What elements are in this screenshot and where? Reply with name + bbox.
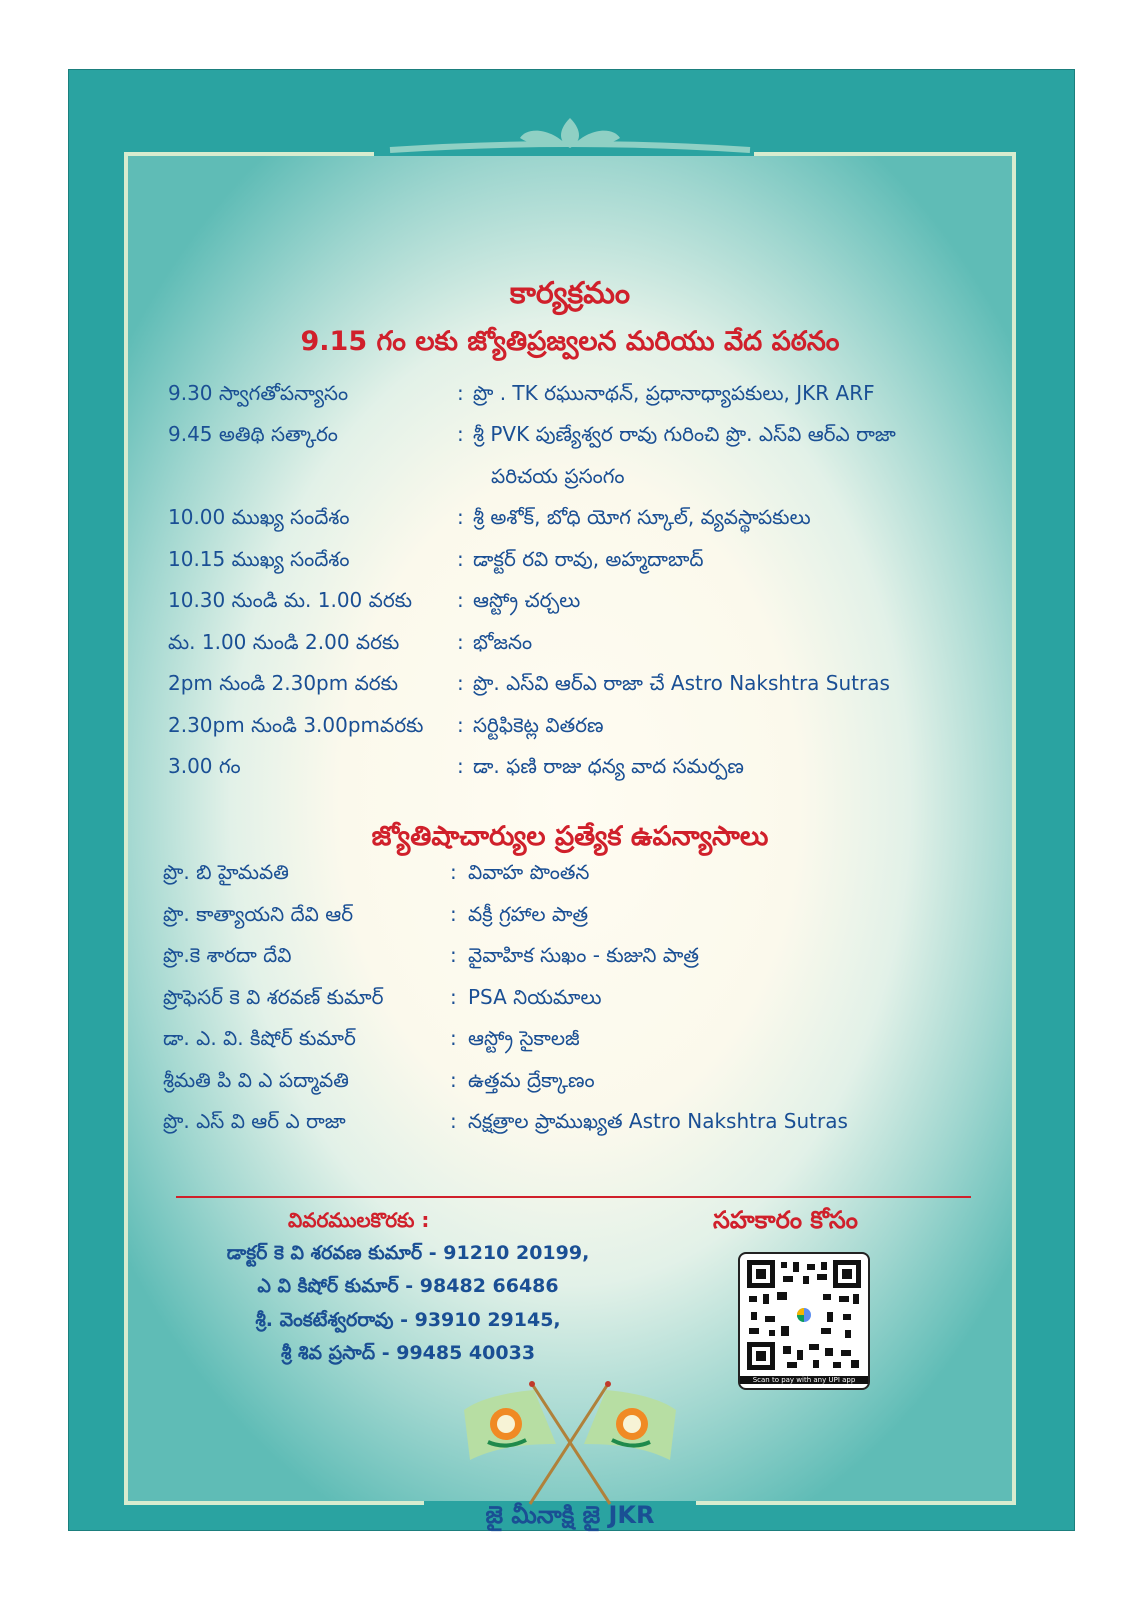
colon-separator: : xyxy=(450,985,457,1009)
contact-line: డాక్టర్ కె వి శరవణ కుమార్ - 91210 20199, xyxy=(226,1242,590,1264)
schedule-detail: పరిచయ ప్రసంగం xyxy=(491,464,625,488)
lectures-title: జ్యోతిషాచార్యుల ప్రత్యేక ఉపన్యాసాలు xyxy=(371,821,769,852)
support-heading: సహకారం కోసం xyxy=(713,1206,858,1234)
schedule-time: 9.45 అతిథి సత్కారం xyxy=(168,422,338,446)
colon-separator: : xyxy=(450,1068,457,1092)
colon-separator: : xyxy=(457,505,464,529)
colon-separator: : xyxy=(457,422,464,446)
schedule-detail: శ్రీ అశోక్, బోధి యోగ స్కూల్, వ్యవస్థాపకులు xyxy=(473,505,811,529)
colon-separator: : xyxy=(457,713,464,737)
lecture-topic: ఉత్తమ ద్రేక్కాణం xyxy=(468,1068,595,1092)
schedule-detail: సర్టిఫికెట్ల వితరణ xyxy=(473,713,604,737)
lecture-speaker: డా. ఎ. వి. కిషోర్ కుమార్ xyxy=(163,1026,356,1050)
lecture-topic: వక్రీ గ్రహాల పాత్ర xyxy=(468,902,589,926)
schedule-time: 10.00 ముఖ్య సందేశం xyxy=(168,505,350,529)
schedule-time: 10.30 నుండి మ. 1.00 వరకు xyxy=(168,588,413,612)
colon-separator: : xyxy=(457,588,464,612)
schedule-detail: ప్రొ . TK రఘునాథన్, ప్రధానాధ్యాపకులు, JKR ARF xyxy=(473,381,875,405)
lecture-speaker: ప్రొఫెసర్ కె వి శరవణ్ కుమార్ xyxy=(163,985,384,1009)
schedule-time: 2.30pm నుండి 3.00pmవరకు xyxy=(168,713,424,737)
schedule-time: 9.30 స్వాగతోపన్యాసం xyxy=(168,381,349,405)
colon-separator: : xyxy=(450,943,457,967)
colon-separator: : xyxy=(457,547,464,571)
lecture-topic: నక్షత్రాల ప్రాముఖ్యత Astro Nakshtra Sutras xyxy=(468,1109,848,1133)
contact-line: శ్రీ శివ ప్రసాద్ - 99485 40033 xyxy=(280,1342,536,1364)
colon-separator: : xyxy=(457,630,464,654)
schedule-detail: ఆస్ట్రో చర్చలు xyxy=(473,588,581,612)
schedule-time: మ. 1.00 నుండి 2.00 వరకు xyxy=(168,630,400,654)
border-right xyxy=(1012,152,1016,1505)
lecture-speaker: ప్రొ. కాత్యాయని దేవి ఆర్ xyxy=(163,902,354,926)
colon-separator: : xyxy=(450,902,457,926)
qr-caption: Scan to pay with any UPI app xyxy=(740,1376,868,1384)
lecture-topic: ఆస్ట్రో సైకాలజీ xyxy=(468,1026,580,1050)
content-panel xyxy=(128,156,1012,1529)
lecture-speaker: ప్రొ. బి హైమవతి xyxy=(163,860,289,884)
program-title: కార్యక్రమం xyxy=(509,276,631,311)
lecture-speaker: శ్రీమతి పి వి ఎ పద్మావతి xyxy=(163,1068,349,1092)
colon-separator: : xyxy=(450,1026,457,1050)
contact-line: ఎ వి కిషోర్ కుమార్ - 98482 66486 xyxy=(257,1275,559,1297)
schedule-detail: డా. ఫణి రాజు ధన్య వాద సమర్పణ xyxy=(473,754,744,778)
red-divider xyxy=(176,1196,971,1198)
colon-separator: : xyxy=(450,1109,457,1133)
crossed-flags-logo-icon xyxy=(460,1378,680,1508)
lecture-topic: వైవాహిక సుఖం - కుజుని పాత్ర xyxy=(468,943,699,967)
schedule-detail: భోజనం xyxy=(473,630,533,654)
schedule-detail: శ్రీ PVK పుణ్యేశ్వర రావు గురించి ప్రొ. ఎస్‌వి ఆర్‌ఎ రాజా xyxy=(473,422,896,446)
colon-separator: : xyxy=(457,754,464,778)
colon-separator: : xyxy=(457,671,464,695)
schedule-detail: ప్రొ. ఎస్‌వి ఆర్‌ఎ రాజా చే Astro Nakshtra Sutras xyxy=(473,671,890,695)
schedule-time: 10.15 ముఖ్య సందేశం xyxy=(168,547,350,571)
colon-separator: : xyxy=(450,860,457,884)
outer-frame xyxy=(68,69,1075,1531)
schedule-time: 2pm నుండి 2.30pm వరకు xyxy=(168,671,399,695)
contact-line: శ్రీ. వెంకటేశ్వరరావు - 93910 29145, xyxy=(255,1309,561,1331)
lecture-topic: వివాహ పొంతన xyxy=(468,860,590,884)
schedule-detail: డాక్టర్ రవి రావు, అహ్మదాబాద్ xyxy=(473,547,704,571)
schedule-time: 3.00 గం xyxy=(168,754,241,778)
lecture-topic: PSA నియమాలు xyxy=(468,985,602,1009)
colon-separator: : xyxy=(457,381,464,405)
top-ornament-icon xyxy=(128,116,1012,156)
contact-heading: వివరములకొరకు : xyxy=(288,1208,430,1232)
upi-qr-code[interactable] xyxy=(738,1252,870,1390)
program-subtitle: 9.15 గం లకు జ్యోతిప్రజ్వలన మరియు వేద పఠనం xyxy=(300,326,840,357)
lecture-speaker: ప్రొ.కె శారదా దేవి xyxy=(163,943,292,967)
lecture-speaker: ప్రొ. ఎస్ వి ఆర్ ఎ రాజా xyxy=(163,1109,346,1133)
footer-slogan: జై మీనాక్షి జై JKR xyxy=(485,1501,655,1529)
qr-code-icon xyxy=(747,1260,861,1370)
